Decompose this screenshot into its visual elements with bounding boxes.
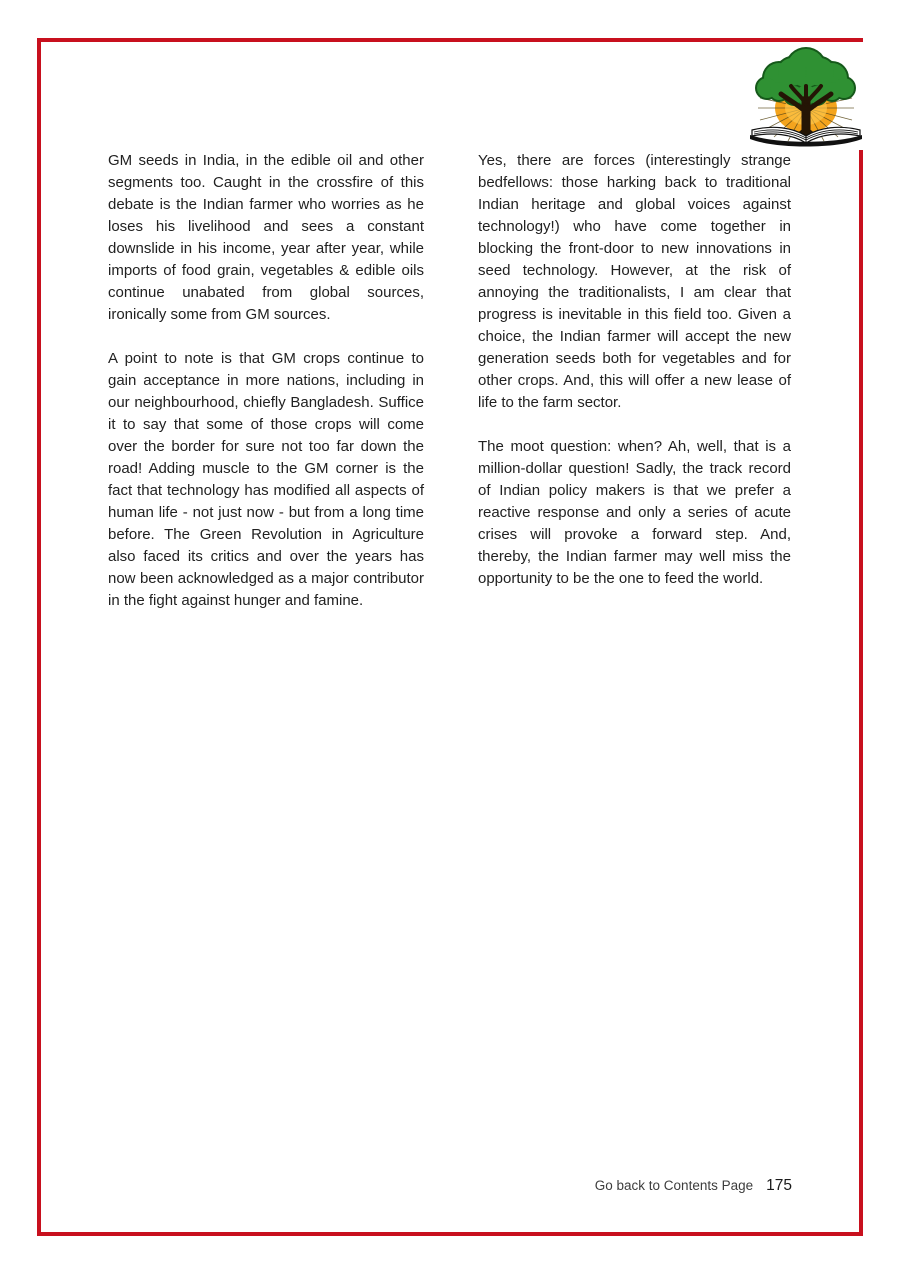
page-footer bbox=[595, 1177, 792, 1195]
paragraph-3: Yes, there are forces (interestingly strange bedfellows: those harking back to traditional Indian heritage and global voices against technology!) who have come together in blocking the front-door to new innovations in seed technology. However, at the risk of annoying the traditionalists, I am clear that progress is inevitable in this field too. Given a choice, the Indian farmer will accept the new generation seeds both for vegetables and for other crops. And, this will offer a new lease of life to the farm sector. bbox=[478, 152, 791, 411]
right-column bbox=[478, 150, 791, 634]
paragraph-2: A point to note is that GM crops continue to gain acceptance in more nations, including in our neighbourhood, chiefly Bangladesh. Suffice it to say that some of those crops will come over the border for sure not too far down the road! Adding muscle to the GM corner is the fact that technology has modified all aspects of human life - not just now - but from a long time before. The Green Revolution in Agriculture also faced its critics and over the years has now been acknowledged as a major contributor in the fight against hunger and famine. bbox=[108, 350, 424, 609]
tree-book-logo bbox=[744, 42, 868, 150]
paragraph-1: GM seeds in India, in the edible oil and other segments too. Caught in the crossfire of this debate is the Indian farmer who worries as he loses his livelihood and sees a constant downslide in his income, year after year, while imports of food grain, vegetables & edible oils continue unabated from global sources, ironically some from GM sources. bbox=[108, 152, 424, 323]
paragraph-4: The moot question: when? Ah, well, that is a million-dollar question! Sadly, the track record of Indian policy makers is that we prefer a reactive response and only a series of acute crises will provoke a forward step. And, thereby, the Indian farmer may well miss the opportunity to be the one to feed the world. bbox=[478, 438, 791, 587]
contents-page-link[interactable]: Go back to Contents Page bbox=[594, 1178, 754, 1193]
left-column bbox=[108, 150, 424, 634]
article-body bbox=[108, 150, 791, 634]
page-number: 175 bbox=[766, 1177, 792, 1194]
